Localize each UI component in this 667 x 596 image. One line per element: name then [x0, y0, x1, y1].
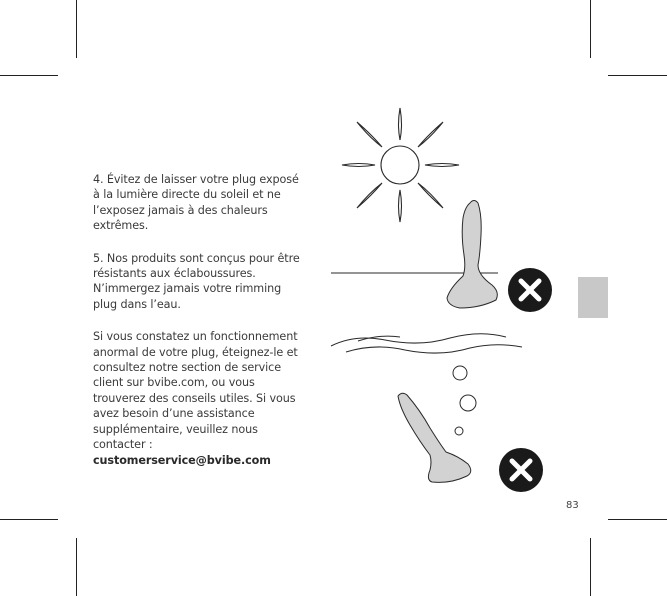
- support-email-link[interactable]: customerservice@bvibe.com: [93, 453, 271, 467]
- page-number: 83: [566, 500, 579, 511]
- not-allowed-icon-water: [499, 448, 543, 492]
- support-text: Si vous constatez un fonctionnement anormal de votre plug, éteignez-le et consultez notre section de service client sur bvibe.com, ou vous trouverez des conseils utiles. Si vous avez besoin d’une assistance supplémentaire, veuillez nous contacter :: [93, 330, 298, 452]
- plug-upright-icon: [447, 201, 497, 309]
- not-allowed-icon-sun: [508, 268, 552, 312]
- plug-submerged-icon: [398, 393, 471, 482]
- water-waves-icon: [331, 334, 522, 353]
- bubbles-icon: [453, 366, 476, 435]
- sun-icon: [342, 108, 459, 222]
- instruction-water: 5. Nos produits sont conçus pour être résistants aux éclaboussures. N’immergez jamais votre rimming plug dans l’eau.: [93, 251, 300, 311]
- instruction-sunlight: 4. Évitez de laisser votre plug exposé à la lumière directe du soleil et ne l’exposez jamais à des chaleurs extrêmes.: [93, 173, 299, 233]
- section-tab: [578, 277, 608, 318]
